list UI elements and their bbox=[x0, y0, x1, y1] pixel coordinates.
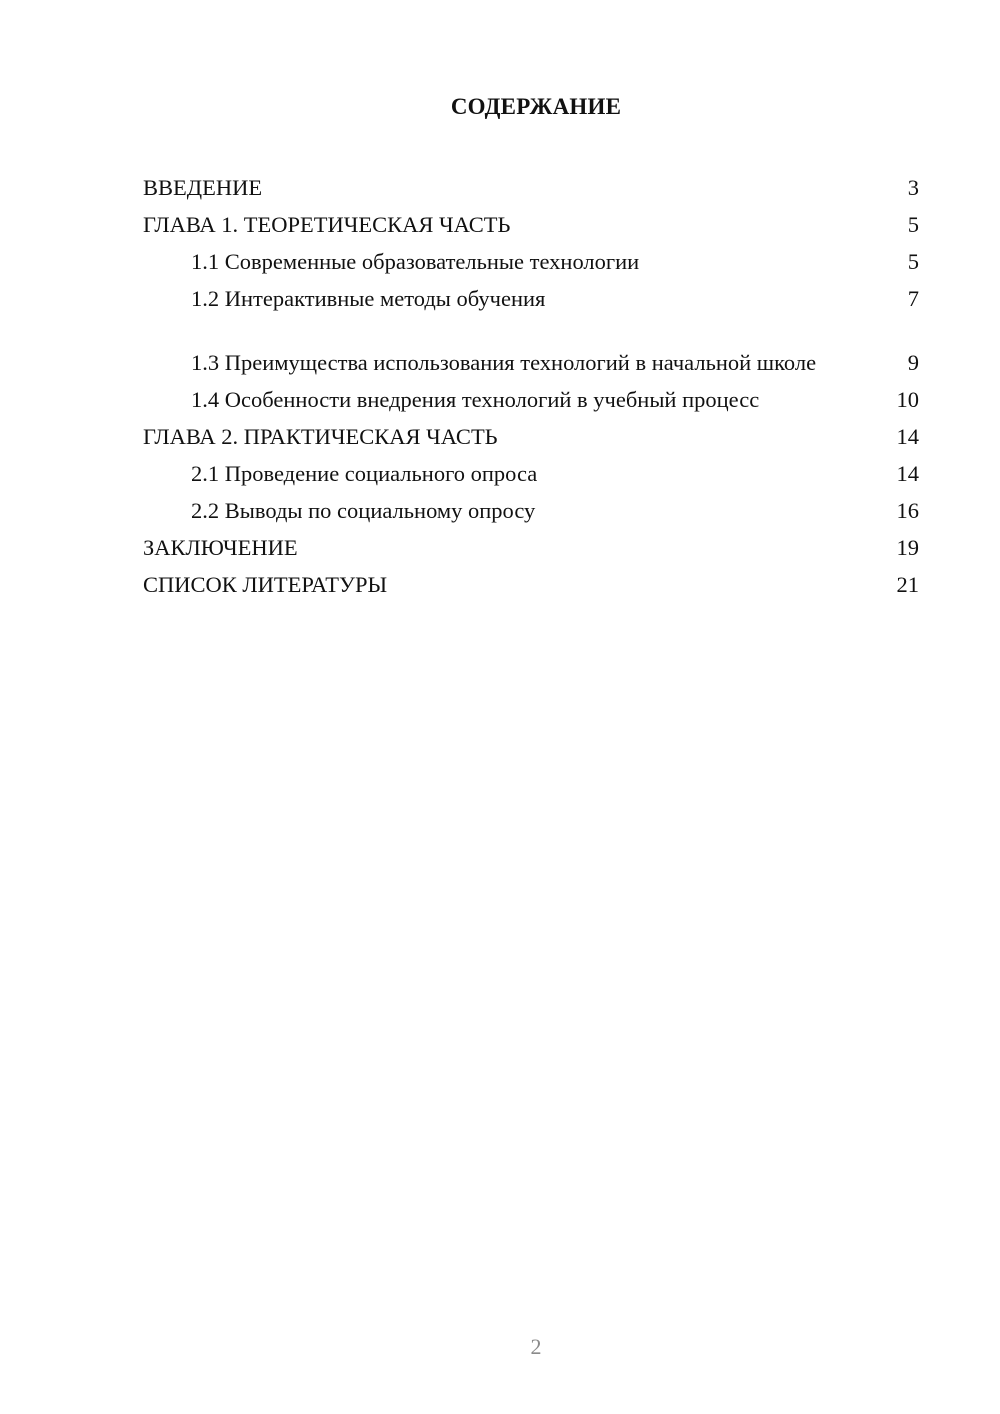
toc-entry-section-2-2 bbox=[143, 491, 919, 528]
toc-entry-text: 1.4 Особенности внедрения технологий в учебный процесс bbox=[191, 387, 760, 412]
toc-entry-page: 16 bbox=[896, 498, 919, 523]
toc-entry-text: 2.2 Выводы по социальному опросу bbox=[191, 498, 536, 523]
toc-entry-text: 1.1 Современные образовательные технологии bbox=[191, 249, 640, 274]
page-number: 2 bbox=[530, 1334, 542, 1359]
toc-entry-section-1-4 bbox=[143, 380, 919, 417]
toc-entry-page: 10 bbox=[896, 387, 919, 412]
page-title: СОДЕРЖАНИЕ bbox=[450, 94, 622, 119]
toc-entry-introduction bbox=[143, 168, 919, 205]
toc-entry-section-1-1 bbox=[143, 242, 919, 279]
toc-entry-text: ГЛАВА 2. ПРАКТИЧЕСКАЯ ЧАСТЬ bbox=[143, 424, 498, 449]
toc-entry-chapter-2 bbox=[143, 417, 919, 454]
toc-entry-page: 7 bbox=[907, 286, 919, 311]
toc-entry-text: ЗАКЛЮЧЕНИЕ bbox=[143, 535, 298, 560]
toc-entry-page: 5 bbox=[907, 249, 919, 274]
toc-entry-page: 21 bbox=[896, 572, 919, 597]
toc-entry-text: 2.1 Проведение социального опроса bbox=[191, 461, 538, 486]
toc-entry-page: 19 bbox=[896, 535, 919, 560]
toc-entry-text: 1.3 Преимущества использования технологий в начальной школе bbox=[191, 350, 817, 375]
table-of-contents bbox=[143, 168, 919, 602]
toc-entry-chapter-1 bbox=[143, 205, 919, 242]
toc-entry-text: 1.2 Интерактивные методы обучения bbox=[191, 286, 546, 311]
toc-entry-text: ГЛАВА 1. ТЕОРЕТИЧЕСКАЯ ЧАСТЬ bbox=[143, 212, 511, 237]
toc-entry-page: 14 bbox=[896, 461, 919, 486]
toc-entry-references bbox=[143, 565, 919, 602]
toc-entry-conclusion bbox=[143, 528, 919, 565]
toc-entry-page: 14 bbox=[896, 424, 919, 449]
toc-entry-page: 9 bbox=[907, 350, 919, 375]
toc-entry-page: 5 bbox=[907, 212, 919, 237]
toc-entry-text: ВВЕДЕНИЕ bbox=[143, 175, 263, 200]
toc-entry-section-2-1 bbox=[143, 454, 919, 491]
toc-entry-text: СПИСОК ЛИТЕРАТУРЫ bbox=[143, 572, 388, 597]
toc-entry-section-1-3 bbox=[143, 316, 919, 380]
toc-entry-page: 3 bbox=[907, 175, 919, 200]
toc-entry-section-1-2 bbox=[143, 279, 919, 316]
